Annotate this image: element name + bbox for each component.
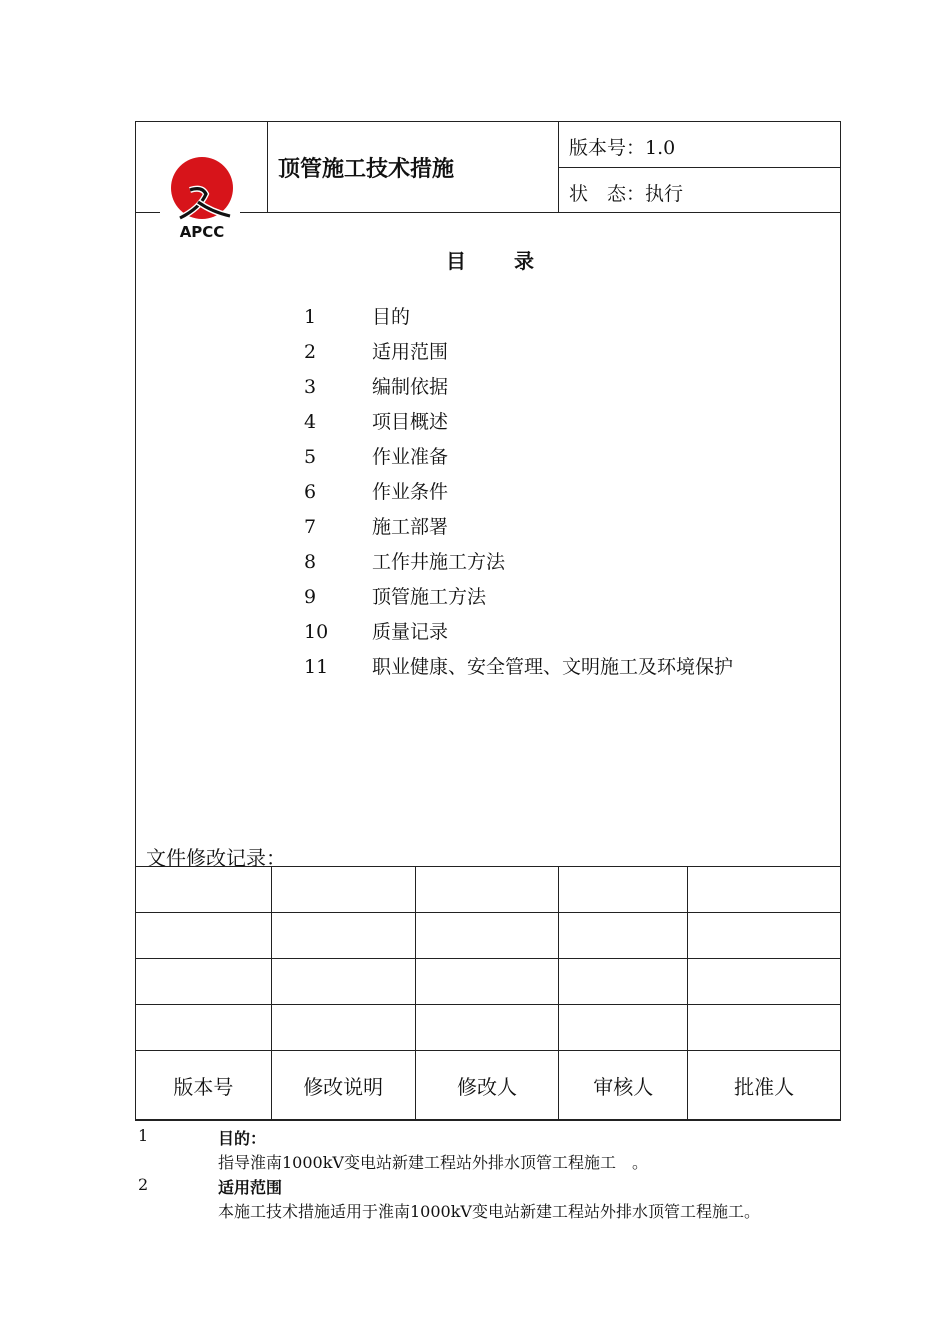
toc-item-number: 8 — [304, 551, 317, 573]
revision-column-header: 修改人 — [415, 1051, 559, 1120]
revision-cell — [559, 913, 688, 959]
toc-item-label: 作业条件 — [372, 481, 449, 503]
section-number: 1 — [138, 1126, 149, 1145]
toc-item-number: 3 — [304, 376, 317, 398]
toc-item-label: 职业健康、安全管理、文明施工及环境保护 — [372, 656, 734, 678]
revision-column-header: 版本号 — [136, 1051, 272, 1120]
revision-cell — [415, 1005, 559, 1051]
toc-item-label: 项目概述 — [372, 411, 449, 433]
toc-item-label: 目的 — [372, 306, 411, 328]
toc-item — [304, 373, 733, 408]
toc-item — [304, 653, 733, 688]
revision-cell — [271, 1005, 415, 1051]
section-text: 本施工技术措施适用于淮南1000kV变电站新建工程站外排水顶管工程施工。 — [218, 1202, 760, 1221]
version-cell: 版本号：1.0 — [569, 137, 676, 159]
toc-item-number: 1 — [304, 306, 317, 328]
section-title: 目的： — [218, 1129, 267, 1148]
revision-cell — [559, 1005, 688, 1051]
revision-column-header: 修改说明 — [271, 1051, 415, 1120]
revision-cell — [415, 959, 559, 1005]
toc-item-label: 作业准备 — [372, 446, 449, 468]
revision-cell — [415, 867, 559, 913]
toc-item-number: 10 — [304, 621, 329, 643]
toc-item — [304, 478, 733, 513]
revision-row — [136, 867, 841, 913]
header-divider — [135, 212, 160, 213]
toc-item-number: 7 — [304, 516, 317, 538]
toc-item — [304, 548, 733, 583]
revision-cell — [271, 867, 415, 913]
toc-item — [304, 303, 733, 338]
revision-table — [135, 866, 841, 1120]
section-number: 2 — [138, 1175, 149, 1194]
toc-item-number: 4 — [304, 411, 317, 433]
status-cell: 状 态：执行 — [569, 183, 684, 205]
revision-cell — [415, 913, 559, 959]
toc-item-number: 9 — [304, 586, 317, 608]
revision-cell — [271, 959, 415, 1005]
document-title: 顶管施工技术措施 — [278, 157, 455, 182]
revision-header-row — [136, 1051, 841, 1120]
section-text: 指导淮南1000kV变电站新建工程站外排水顶管工程施工 。 — [218, 1153, 648, 1172]
toc-item-label: 质量记录 — [372, 621, 449, 643]
toc-item — [304, 443, 733, 478]
revision-cell — [136, 959, 272, 1005]
revision-column-header: 批准人 — [688, 1051, 841, 1120]
toc-item-number: 11 — [304, 656, 329, 678]
revision-label: 文件修改记录： — [146, 846, 286, 870]
header-divider — [240, 212, 841, 213]
toc-item — [304, 618, 733, 653]
toc-title: 目录 — [446, 249, 582, 273]
toc-item — [304, 583, 733, 618]
toc-item-label: 工作井施工方法 — [372, 551, 506, 573]
toc-list — [304, 303, 733, 688]
toc-item-number: 5 — [304, 446, 317, 468]
toc-item — [304, 338, 733, 373]
revision-column-header: 审核人 — [559, 1051, 688, 1120]
revision-cell — [136, 867, 272, 913]
toc-item-label: 顶管施工方法 — [372, 586, 487, 608]
revision-cell — [688, 1005, 841, 1051]
revision-cell — [688, 959, 841, 1005]
apcc-logo — [160, 150, 240, 240]
revision-cell — [136, 913, 272, 959]
revision-cell — [688, 913, 841, 959]
section-title: 适用范围 — [218, 1178, 283, 1197]
header-divider — [558, 167, 841, 168]
toc-item — [304, 408, 733, 443]
revision-cell — [688, 867, 841, 913]
toc-item-label: 适用范围 — [372, 341, 449, 363]
revision-cell — [559, 867, 688, 913]
revision-cell — [271, 913, 415, 959]
svg-text:APCC: APCC — [179, 223, 225, 240]
toc-item-number: 6 — [304, 481, 317, 503]
toc-item-label: 施工部署 — [372, 516, 449, 538]
revision-row — [136, 959, 841, 1005]
toc-item-label: 编制依据 — [372, 376, 449, 398]
header-divider — [267, 121, 268, 213]
toc-item — [304, 513, 733, 548]
revision-row — [136, 1005, 841, 1051]
revision-row — [136, 913, 841, 959]
revision-cell — [559, 959, 688, 1005]
revision-cell — [136, 1005, 272, 1051]
toc-item-number: 2 — [304, 341, 317, 363]
